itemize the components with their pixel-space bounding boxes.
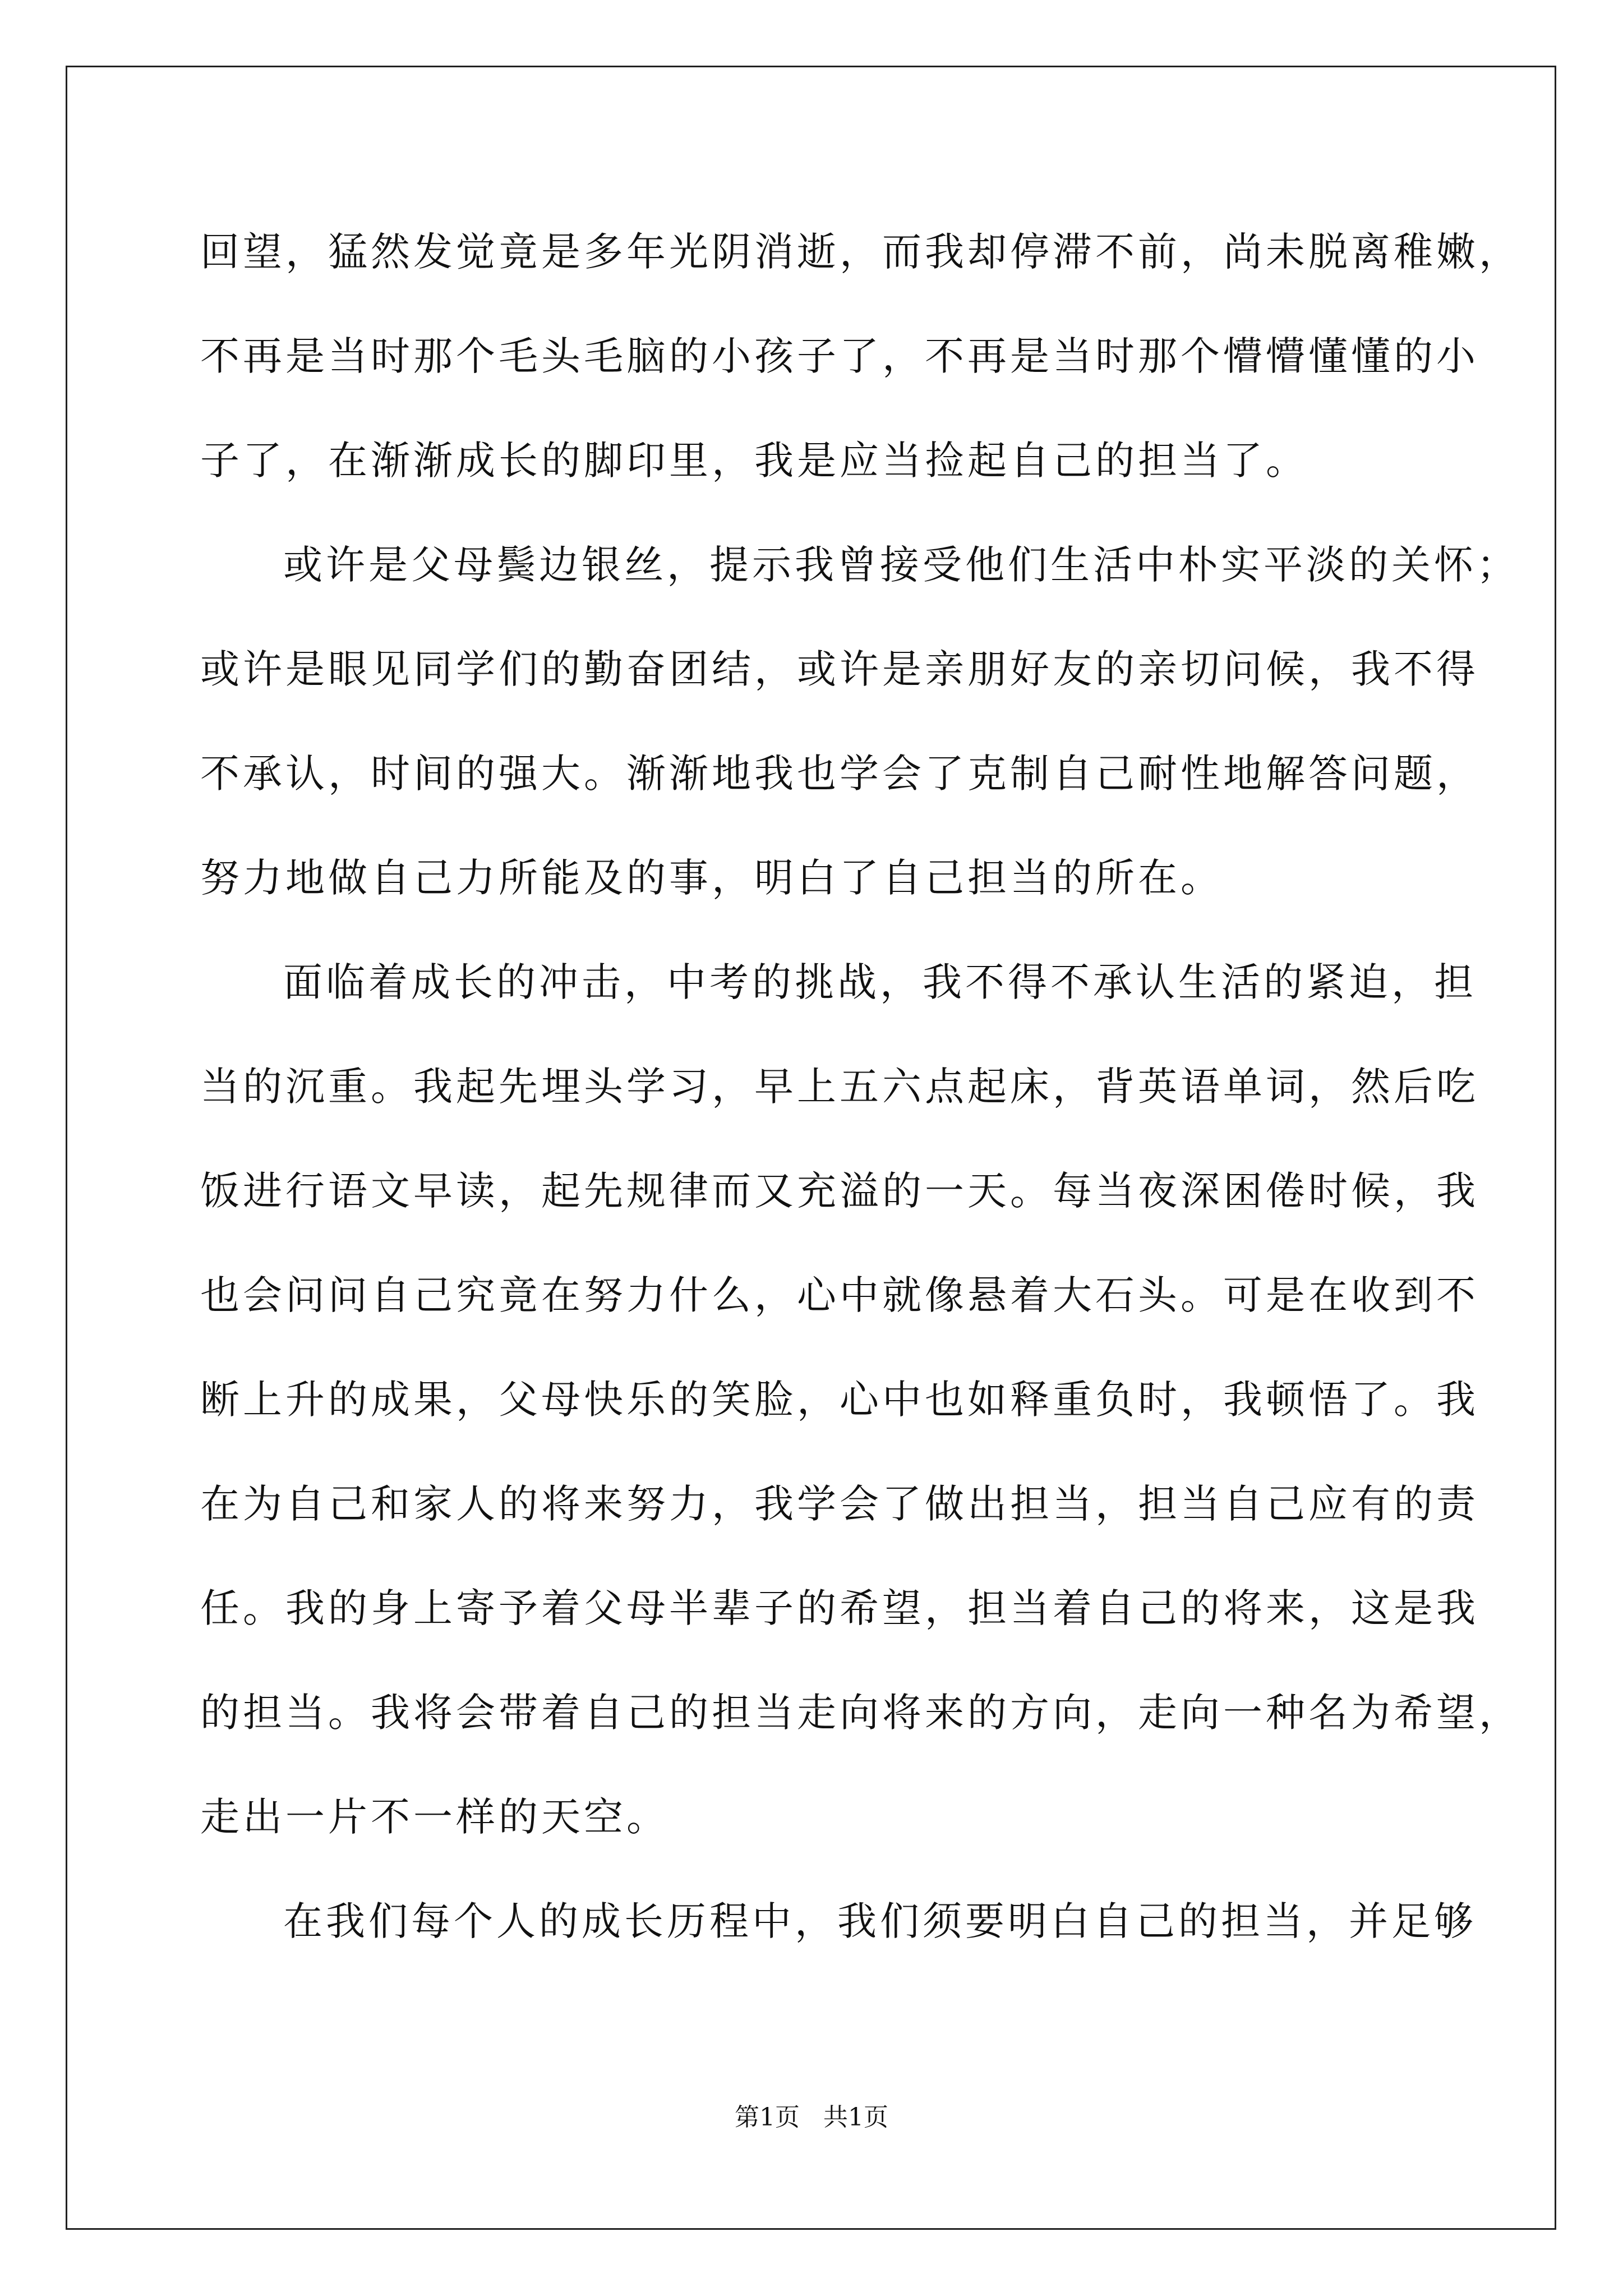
paragraph-line: 面临着成长的冲击，中考的挑战，我不得不承认生活的紧迫，担 bbox=[283, 959, 1477, 1005]
page-footer: 第1页 共1页 bbox=[735, 2103, 888, 2132]
paragraph-line: 饭进行语文早读，起先规律而又充溢的一天。每当夜深困倦时候，我 bbox=[200, 1168, 1479, 1214]
paragraph-line: 或许是父母鬓边银丝，提示我曾接受他们生活中朴实平淡的关怀； bbox=[283, 542, 1519, 588]
paragraph-line: 在我们每个人的成长历程中，我们须要明白自己的担当，并足够 bbox=[283, 1898, 1477, 1944]
paragraph-line: 子了，在渐渐成长的脚印里，我是应当捡起自己的担当了。 bbox=[200, 438, 1308, 484]
document-body bbox=[200, 200, 1521, 1973]
paragraph-line: 走出一片不一样的天空。 bbox=[200, 1794, 669, 1840]
paragraph-line: 任。我的身上寄予着父母半辈子的希望，担当着自己的将来，这是我 bbox=[200, 1585, 1479, 1631]
paragraph-line: 不再是当时那个毛头毛脑的小孩子了，不再是当时那个懵懵懂懂的小 bbox=[200, 333, 1479, 379]
paragraph-line: 不承认，时间的强大。渐渐地我也学会了克制自己耐性地解答问题， bbox=[200, 751, 1479, 797]
paragraph-line: 回望，猛然发觉竟是多年光阴消逝，而我却停滞不前，尚未脱离稚嫩， bbox=[200, 229, 1521, 275]
paragraph-line: 努力地做自己力所能及的事，明白了自己担当的所在。 bbox=[200, 855, 1223, 901]
paragraph-line: 或许是眼见同学们的勤奋团结，或许是亲朋好友的亲切问候，我不得 bbox=[200, 646, 1479, 692]
paragraph-line: 也会问问自己究竟在努力什么，心中就像悬着大石头。可是在收到不 bbox=[200, 1272, 1479, 1318]
paragraph-line: 断上升的成果，父母快乐的笑脸，心中也如释重负时，我顿悟了。我 bbox=[200, 1377, 1479, 1423]
paragraph-line: 当的沉重。我起先埋头学习，早上五六点起床，背英语单词，然后吃 bbox=[200, 1064, 1479, 1110]
paragraph-line: 的担当。我将会带着自己的担当走向将来的方向，走向一种名为希望， bbox=[200, 1690, 1521, 1736]
paragraph-line: 在为自己和家人的将来努力，我学会了做出担当，担当自己应有的责 bbox=[200, 1481, 1479, 1527]
